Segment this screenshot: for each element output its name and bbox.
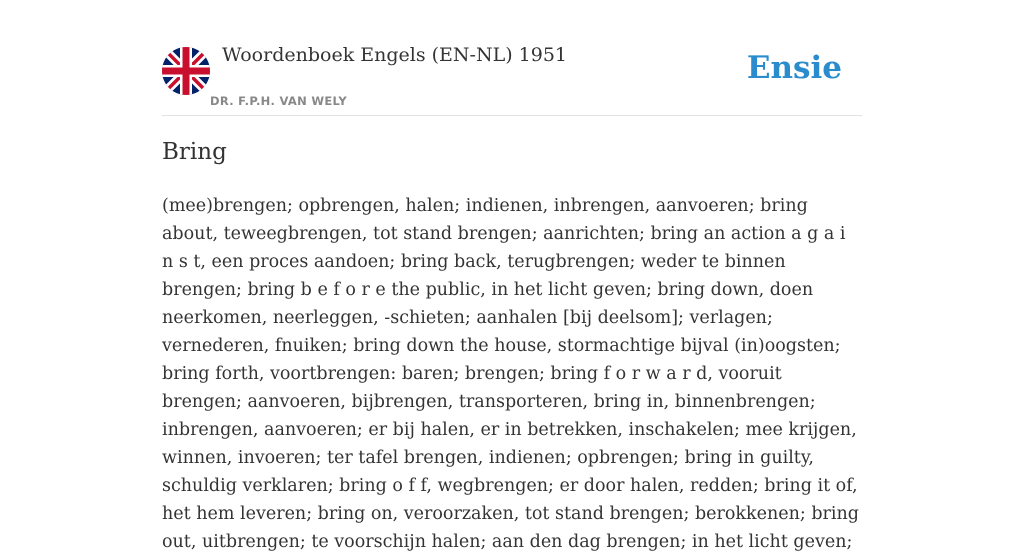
entry-definition: (mee)brengen; opbrengen, halen; indienen, inbrengen, aanvoeren; bring about, teweegbrengen, tot stand brengen; aanrichten; bring an action a g a i n s t, een proces aandoen; bring back, terugbrengen; weder te binnen brengen; bring b e f o r e the public, in het licht geven; bring down, doen neerkomen, neerleggen, -schieten; aanhalen [bij deelsom]; verlagen; vernederen, fnuiken; bring down the house, stormachtige bijval (in)oogsten; bring forth, voortbrengen: baren; brengen; bring f o r w a r d, vooruit brengen; aanvoeren, bijbrengen, transporteren, bring in, binnenbrengen; inbrengen, aanvoeren; er bij halen, er in betrekken, inschakelen; mee krijgen, winnen, invoeren; ter tafel brengen, indienen; opbrengen; bring in guilty, schuldig verklaren; bring o f f, wegbrengen; er door halen, redden; bring it of, het hem leveren; bring on, veroorzaken, tot stand brengen; berokkenen; bring out, uitbrengen; te voorschijn halen; aan den dag brengen; in het licht geven; <box>162 196 859 552</box>
entry-headword: Bring <box>162 139 227 165</box>
dictionary-title[interactable]: Woordenboek Engels (EN-NL) 1951 <box>222 44 567 66</box>
site-logo[interactable]: Ensie <box>746 50 842 86</box>
uk-flag-icon <box>162 47 210 95</box>
dictionary-header <box>162 0 862 116</box>
dictionary-page <box>162 0 862 552</box>
dictionary-author: DR. F.P.H. VAN WELY <box>210 94 347 108</box>
